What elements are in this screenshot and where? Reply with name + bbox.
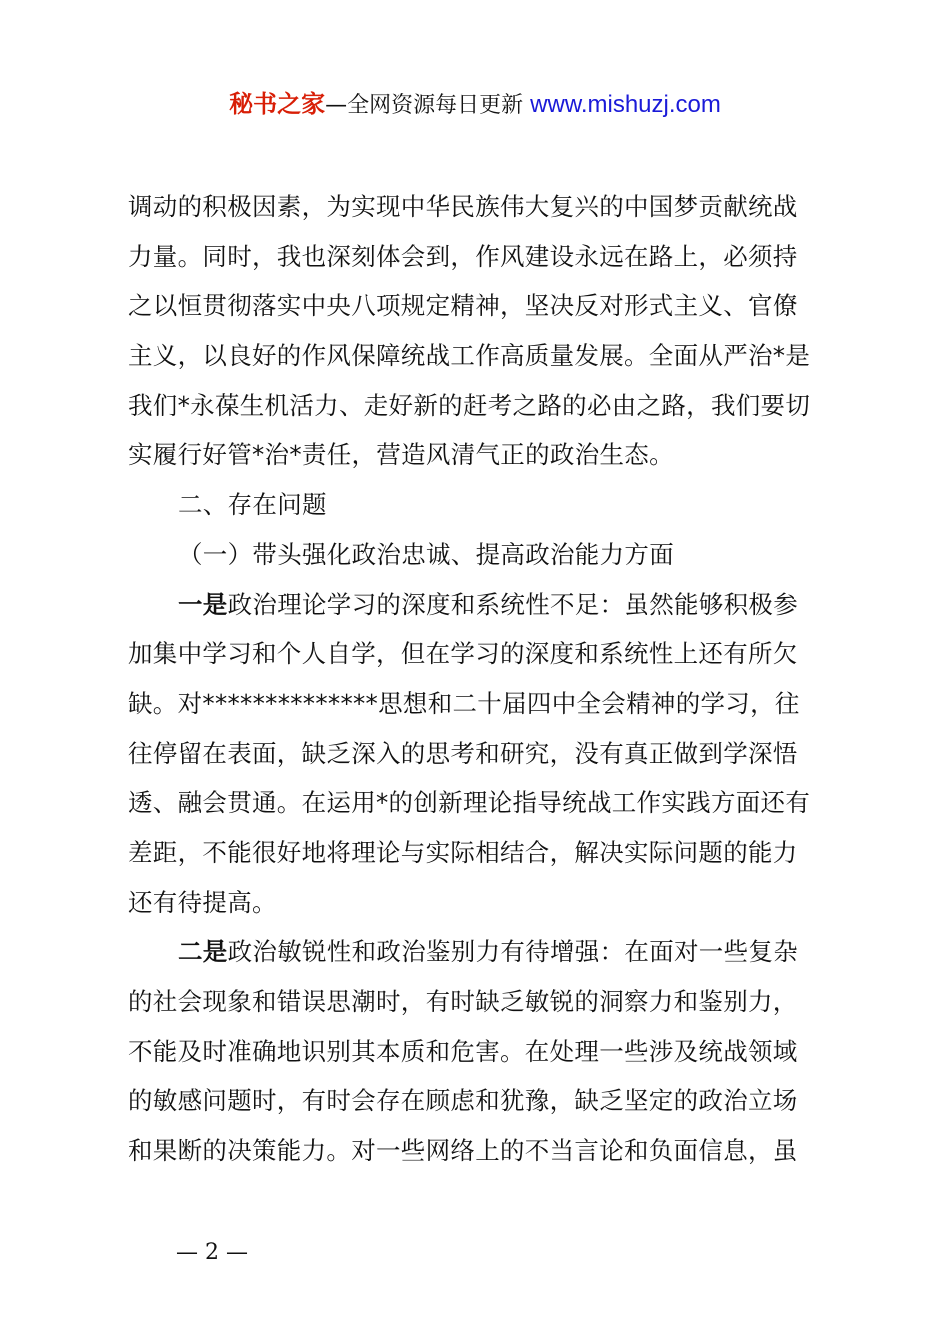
text-line: 主义，以良好的作风保障统战工作高质量发展。全面从严治*是 bbox=[128, 341, 811, 371]
text-line: 透、融会贯通。在运用*的创新理论指导统战工作实践方面还有 bbox=[128, 788, 811, 818]
issue-first-line: 政治理论学习的深度和系统性不足：虽然能够积极参 bbox=[227, 589, 799, 619]
text-line: 的社会现象和错误思潮时，有时缺乏敏锐的洞察力和鉴别力， bbox=[128, 987, 798, 1016]
paragraph-issue-two bbox=[128, 927, 840, 1175]
text-line: 调动的积极因素，为实现中华民族伟大复兴的中国梦贡献统战 bbox=[128, 192, 798, 221]
text-line: 和果断的决策能力。对一些网络上的不当言论和负面信息，虽 bbox=[128, 1136, 798, 1166]
text-line: 还有待提高。 bbox=[128, 887, 277, 917]
section-heading: 二、存在问题 bbox=[178, 490, 327, 520]
text-line: 不能及时准确地识别其本质和危害。在处理一些涉及统战领域 bbox=[128, 1036, 798, 1066]
text-line bbox=[128, 927, 840, 977]
site-header bbox=[0, 86, 950, 124]
text-line: 往停留在表面，缺乏深入的思考和研究，没有真正做到学深悟 bbox=[128, 738, 798, 768]
page-number: — 2 — bbox=[176, 1240, 248, 1265]
text-line: 的敏感问题时，有时会存在顾虑和犹豫，缺乏坚定的政治立场 bbox=[128, 1086, 798, 1116]
paragraph-intro bbox=[128, 182, 840, 480]
document-body bbox=[128, 182, 840, 1176]
site-url-link[interactable]: www.mishuzj.com bbox=[530, 91, 721, 118]
paragraph-issue-one bbox=[128, 580, 840, 928]
issue-first-line: 政治敏锐性和政治鉴别力有待增强：在面对一些复杂 bbox=[227, 937, 799, 967]
text-line bbox=[128, 580, 840, 630]
issue-lead-label: 一是 bbox=[178, 589, 228, 619]
text-line: 差距，不能很好地将理论与实际相结合，解决实际问题的能力 bbox=[128, 837, 798, 867]
text-line: 加集中学习和个人自学，但在学习的深度和系统性上还有所欠 bbox=[128, 639, 798, 669]
text-line: 缺。对**************思想和二十届四中全会精神的学习，往 bbox=[128, 688, 800, 718]
text-line: 我们*永葆生机活力、走好新的赶考之路的必由之路，我们要切 bbox=[128, 390, 811, 420]
text-line: 实履行好管*治*责任，营造风清气正的政治生态。 bbox=[128, 440, 674, 470]
text-line: 之以恒贯彻落实中央八项规定精神，坚决反对形式主义、官僚 bbox=[128, 291, 798, 321]
issue-lead-label: 二是 bbox=[178, 937, 228, 967]
text-line: 力量。同时，我也深刻体会到，作风建设永远在路上，必须持 bbox=[128, 241, 798, 271]
header-slogan: —全网资源每日更新 bbox=[325, 93, 524, 118]
subsection-heading: （一）带头强化政治忠诚、提高政治能力方面 bbox=[178, 539, 674, 569]
brand-name: 秘书之家 bbox=[229, 90, 326, 118]
